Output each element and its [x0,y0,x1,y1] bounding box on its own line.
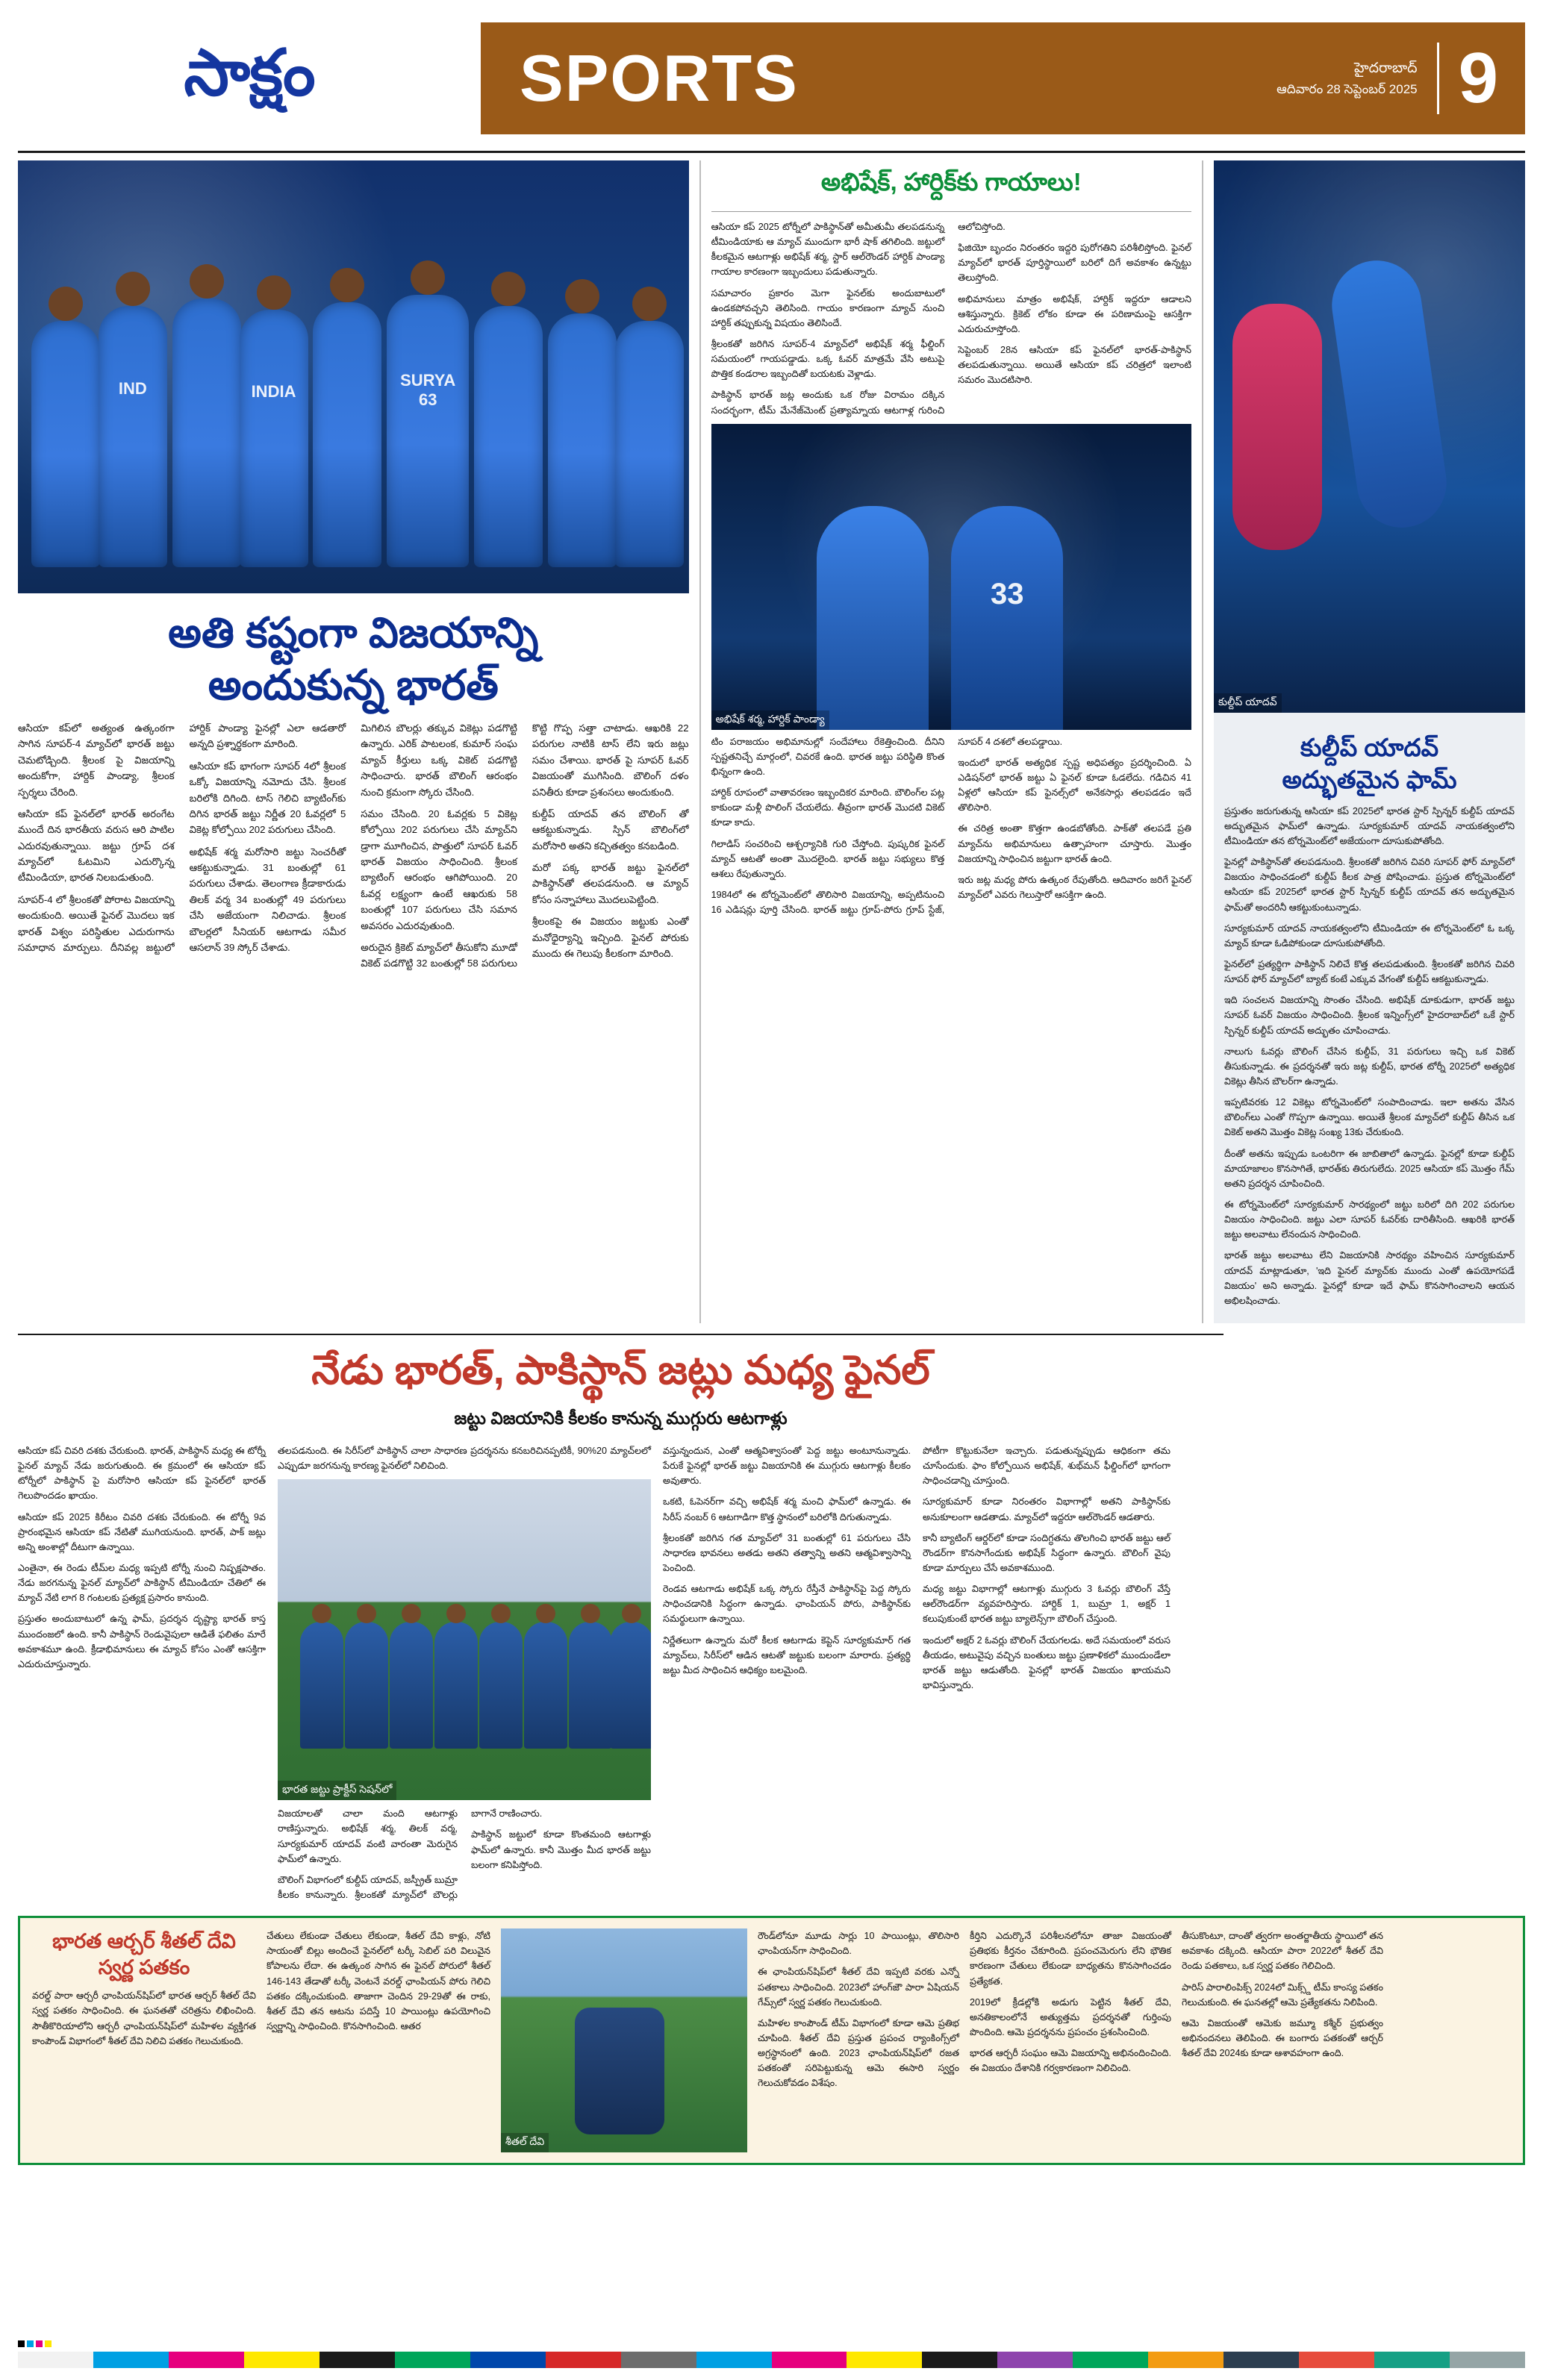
injury-paragraph: పాకిస్థాన్ భారత్ జట్ల అందుకు ఒక రోజు విరామం దక్కిన సందర్భంగా, టీమ్ మేనేజ్‌మెంట్ ప్రత్యామ్నాయ ఆటగాళ్ల గురించి ఆలోచిస్తోంది. [711,222,1006,416]
lead-paragraph: సమం చేసింది. 20 ఓవర్లకు 5 వికెట్ల కోల్పోయి 202 పరుగులు చేసి మ్యాచ్‌ని డ్రాగా మూగించిన, పొత్తులో సూపర్ ఓవర్ భారత్ విజయం సాధించింది. శ్రీలంక బ్యాటింగ్ ఆరంభం ఆగిపోయింది. 20 ఓవర్ల లక్ష్యంగా ఉంటే ఆఖరుకు 58 బంతుల్లో 107 పరుగులు చేసి సమాన అవసరం ఎదురవుతుంది. [361,808,517,931]
injury-paragraph: ఫిజియో బృందం నిరంతరం ఇద్దరి పురోగతిని పరిశీలిస్తోంది. ఫైనల్ మ్యాచ్‌లో భారత్ పూర్తిస్థాయిలో బరిలో దిగే అవకాశం ఉన్నట్టు తెలుస్తోంది. [958,243,1191,284]
lead-body [18,720,689,972]
lead-headline [18,607,689,711]
final-paragraph: శ్రీలంకతో జరిగిన గత మ్యాచ్‌లో 31 బంతుల్లో 61 పరుగులు చేసి సాధారణ భావనలు అతడు అతని తత్వాన్ని అతని ఆత్మవిశ్వాసాన్ని పెంచింది. [663,1532,911,1573]
final-column-1 [18,1443,266,1902]
final-paragraph: వస్తున్నందున, ఎంతో ఆత్మవిశ్వాసంతో పెద్ద జట్టు అంటూనున్నాడు. పేరుకే ఫైనల్లో భారత్ జట్టు విజయానికి ఈ ముగ్గురు ఆటగాళ్లు కీలకం అవుతారు. [663,1446,911,1487]
kuldeep-paragraph: ఇది సంచలన విజయాన్ని సొంతం చేసింది. అభిషేక్ దూకుడుగా, భారత్ జట్టు సూపర్ ఓవర్ విజయం సాధించింది. శ్రీలంక ఇన్నింగ్స్‌లో హైదరాబాద్‌లో ఒకే స్టార్ స్పిన్నర్ కుల్దీప్ యాదవ్ అద్భుతం చూపించాడు. [1224,995,1515,1036]
mid-paragraph: ఇరు జట్ల మధ్య పోరు ఉత్కంఠ రేపుతోంది. ఆదివారం జరిగే ఫైనల్ మ్యాచ్‌లో ఎవరు గెలుస్తారో ఆసక్తిగా ఉంది. [958,874,1191,900]
color-swatch [1299,2352,1374,2368]
kuldeep-story [1214,160,1525,1323]
masthead-divider [1437,43,1439,114]
final-column-2 [278,1443,651,1902]
lead-paragraph: శ్రీలంకపై ఈ విజయం జట్టుకు ఎంతో మనోధైర్యాన్ని ఇచ్చింది. ఫైనల్ పోరుకు ముందు ఈ గెలుపు కీలకంగా మారింది. [532,916,689,959]
lead-story [18,160,689,1323]
color-swatch [93,2352,169,2368]
team-celebration-photo: IND INDIA SURYA 63 [18,160,689,593]
color-swatch [395,2352,470,2368]
kuldeep-paragraph: ప్రస్తుతం జరుగుతున్న ఆసియా కప్ 2025లో భారత స్టార్ స్పిన్నర్ కుల్దీప్ యాదవ్ అద్భుతమైన ఫామ్‌లో ఉన్నాడు. సూర్యకుమార్ యాదవ్ నాయకత్వంలోని టీమిండియా తన టోర్నమెంట్‌లో అజేయంగా దూసుకుపోతోంది. [1224,805,1515,847]
archery-paragraph: ఈ ఛాంపియన్‌షిప్‌లో శీతల్ దేవి ఇప్పటి వరకు ఎన్నో పతకాలు సాధించింది. 2023లో హాంగ్‌జౌ పారా ఏషియన్ గేమ్స్‌లో స్వర్ణ పతకం గెలుచుకుంది. [758,1967,959,2008]
mid-paragraph: హార్దిక్ రూపంలో వాతావరణం ఇబ్బందికర మారింది. బౌలింగ్‌ల పట్ల కాకుండా మళ్లీ పొలింగ్ చేయలేదు. తీవ్రంగా భారత్ మొదటి వికెట్ కూడా కాదు. [711,787,945,828]
archery-paragraph: వరల్డ్ పారా ఆర్చరీ ఛాంపియన్‌షిప్‌లో భారత ఆర్చర్ శీతల్ దేవి స్వర్ణ పతకం సాధించింది. ఈ ఘనతతో చరిత్రను లిఖించింది. సౌతీకొరియాలోని ఆర్చరీ ఛాంపియన్‌షిప్‌లో మహిళల వ్యక్తిగత కాంపౌండ్ విభాగంలో శీతల్ దేవి నిలిచి పతకం గెలుచుకుంది. [32,1990,256,2046]
color-swatch [997,2352,1073,2368]
kuldeep-body [1224,804,1515,1314]
mid-paragraph: ఈ చరిత్ర అంతా కొత్తగా ఉండబోతోంది. పాక్‌తో తలపడే ప్రతి మ్యాచ్‌ను అభిమానులు ఉత్సాహంగా చూస్తారు. మొత్తం విజయాన్ని సాధించిన జట్టుగా భారత్ ఉంది. [958,823,1191,864]
final-column-4 [923,1443,1171,1902]
section-title: SPORTS [520,41,799,115]
archery-story [18,1916,1525,2165]
kuldeep-paragraph: ఫైనల్లో పాకిస్థాన్‌తో తలపడనుంది. శ్రీలంకతో జరిగిన చివరి సూపర్ ఫోర్ మ్యాచ్‌లో విజయం సాధించడంలో కుల్దీప్ కీలక పాత్ర పోషించాడు. ప్రస్తుత టోర్నమెంట్‌లో ఆసియా కప్ 2025లో భారత స్టార్ స్పిన్నర్ కుల్దీప్ యాదవ్ తన అద్భుతమైన ఫామ్‌తో అందరినీ ఆకట్టుకుంటున్నాడు. [1224,857,1515,913]
mid-paragraph: గిలాడిస్ సంచరించి ఆశ్చర్యానికి గురి చేస్తోంది. పుష్కరిక ఫైనల్ మ్యాచ్ ఆటతో అంతా మొదలైంది. భారత్ జట్టు సభ్యులు కొత్త ఆశలు రేపుతున్నారు. [711,838,945,879]
final-paragraph: ప్రస్తుతం అందుబాటులో ఉన్న ఫామ్, ప్రదర్శన దృష్ట్యా భారత్ కాస్త ముందంజలో ఉంది. కానీ పాకిస్థాన్ రెండువైపులా ఆడితే ఫలితం మారే అవకాశమూ ఉంది. క్రీడాభిమానులు ఈ మ్యాచ్ కోసం ఎంతో ఆసక్తిగా ఎదురుచూస్తున్నారు. [18,1614,266,1670]
publication-name: సాక్షం [184,37,315,109]
archery-headline-line1: భారత ఆర్చర్ శీతల్ దేవి [52,1930,236,1953]
color-swatch [546,2352,621,2368]
final-column-3 [663,1443,911,1902]
injury-headline: అభిషేక్, హార్దిక్‌కు గాయాలు! [820,168,1082,196]
kuldeep-headline-line1: కుల్దీప్ యాదవ్ [1300,734,1439,761]
injury-rule [711,211,1191,212]
injury-paragraph: సమాచారం ప్రకారం మెగా ఫైనల్‌కు అందుబాటులో ఉండకపోవచ్చని తెలిసింది. గాయం కారణంగా మ్యాచ్ నుంచి హార్దిక్ తప్పుకున్న విషయం తెలిసిందే. [711,287,945,328]
kuldeep-paragraph: దీంతో అతను ఇప్పుడు ఒంటరిగా ఈ జాబితాలో ఉన్నాడు. ఫైనల్లో కూడా కుల్దీప్ మాయాజాలం కొనసాగితే, భారత్‌కు తిరుగులేదు. 2025 ఆసియా కప్ మొత్తం గేమ్ అతని ప్రదర్శన చూపించింది. [1224,1148,1515,1189]
archery-column-1 [32,1928,256,2152]
final-paragraph: ఒకటి, ఓపెనర్‌గా వచ్చి అభిషేక్ శర్మ మంచి ఫామ్‌లో ఉన్నాడు. ఈ సిరీస్ నంబర్ 6 ఆటగాడిగా కొత్త స్థానంలో బరిలోకి దిగుతున్నాడు. [663,1496,911,1522]
kuldeep-panel [1214,713,1525,1323]
final-subhead: జట్టు విజయానికి కీలకం కానున్న ముగ్గురు ఆటగాళ్లు [454,1408,788,1428]
archery-column-3 [758,1928,959,2152]
archery-paragraph: భారత ఆర్చరీ సంఘం ఆమె విజయాన్ని అభినందించింది. ఈ విజయం దేశానికి గర్వకారణంగా నిలిచింది. [970,2048,1171,2074]
edition-date: ఆదివారం 28 సెప్టెంబర్ 2025 [1277,81,1418,96]
batters-photo: 33 అభిషేక్ శర్మ, హార్దిక్ పాండ్యా [711,424,1191,730]
final-paragraph: ఇందులో అక్షర్ 2 ఓవర్లు బౌలింగ్ చేయగలడు. అదే సమయంలో వరుస తీయడం, అటువైపు వచ్చిన బంతులు జట్టు ప్రణాళికలో ముందుండేలా భారత్ జట్టు ఆడుతోంది. ఫైనల్లో భారత్ విజయం ఖాయమని భావిస్తున్నారు. [923,1634,1171,1690]
lead-paragraph: ఆసియా కప్ భాగంగా సూపర్‌ 4లో శ్రీలంక ఒక్కో విజయాన్ని నమోదు చేసి. శ్రీలంక బరిలోకి దిగింది. టాస్ గెలిచి బ్యాటింగ్‌కు దిగిన భారత్ జట్టు నిర్ణీత 20 ఓవర్లలో 5 వికెట్ల కోల్పోయి 202 పరుగులు చేసింది. [189,760,346,836]
kuldeep-headline-line2: అద్భుతమైన ఫామ్ [1282,765,1457,793]
injury-story [699,160,1203,1323]
archery-paragraph: రౌండ్‌లోనూ మూడు సార్లు 10 పాయింట్లు, తొలిసారి ఛాంపియన్‌గా సాధించింది. [758,1931,959,1957]
color-swatch [621,2352,696,2368]
color-swatch [772,2352,847,2368]
final-paragraph: బౌలింగ్ విభాగంలో కుల్దీప్ యాదవ్, జస్ప్రీత్ బుమ్రా కీలకం కానున్నారు. శ్రీలంకతో మ్యాచ్‌లో బౌలర్లు బాగానే రాణించారు. [278,1808,543,1900]
final-feature [18,1334,1224,1902]
registration-marks [18,2340,52,2347]
injury-paragraph: ఆసియా కప్ 2025 టోర్నీలో పాకిస్థాన్‌తో అమీతుమీ తలపడనున్న టీమిండియాకు ఆ మ్యాచ్ ముందుగా భారీ షాక్ తగిలింది. జట్టులో కీలకమైన ఆటగాళ్లు అభిషేక్ శర్మ, స్టార్ ఆల్‌రౌండర్ హార్దిక్ పాండ్యా గాయాల కారణంగా ఇబ్బందులు పడుతున్నారు. [711,222,945,278]
archery-paragraph: 2019లో క్రీడల్లోకి అడుగు పెట్టిన శీతల్ దేవి, అనతికాలంలోనే అత్యుత్తమ ప్రదర్శనతో గుర్తింపు పొందింది. ఆమె ప్రదర్శనను ప్రపంచం ప్రశంసించింది. [970,1996,1171,2037]
color-swatch [696,2352,772,2368]
archery-paragraph: తీసుకొంటూ, దాంతో త్వరగా అంతర్జాతీయ స్థాయిలో తన అవకాశం దక్కింది. ఆసియా పారా 2022లో శీతల్ దేవి రెండు పతకాలు, ఒక స్వర్ణ పతకం గెలిచింది. [1182,1931,1383,1972]
final-paragraph: పాకిస్థాన్ జట్టులో కూడా కొంతమంది ఆటగాళ్లు ఫామ్‌లో ఉన్నారు. కానీ మొత్తం మీద భారత్ జట్టు బలంగా కనిపిస్తోంది. [471,1829,651,1870]
kuldeep-paragraph: ఈ టోర్నమెంట్‌లో సూర్యకుమార్ సారథ్యంలో జట్టు బరిలో దిగి 202 పరుగుల విజయం సాధించింది. జట్టు ఎలా సూపర్ ఓవర్‌కు దారితీసింది. ఆఖరికి భారత్ జట్టు అలవాటు లేనందున సాధించింది. [1224,1199,1515,1240]
practice-photo [278,1479,651,1800]
kuldeep-paragraph: భారత్ జట్టు అలవాటు లేని విజయానికి సారథ్యం వహించిన సూర్యకుమార్ యాదవ్ మాట్లాడుతూ, 'ఇది ఫైనల్ మ్యాచ్‌కు ముందు ఎంతో ఉపయోగపడే విజయం' అని అన్నాడు. ఫైనల్లో కూడా ఇదే ఫామ్ కొనసాగించాలని ఆయన అభిలషించాడు. [1224,1250,1515,1306]
archery-column-2 [266,1928,490,2152]
color-swatch [1148,2352,1224,2368]
archery-photo-wrap [501,1928,747,2152]
kuldeep-paragraph: నాలుగు ఓవర్లు బౌలింగ్ చేసిన కుల్దీప్, 31 పరుగులు ఇచ్చి ఒక వికెట్ తీసుకున్నాడు. ఈ ప్రదర్శనతో ఇరు జట్ల కుల్దీప్, భారత టోర్నీ 2025లో అత్యధిక వికెట్లు తీసిన బౌలర్‌గా ఉన్నాడు. [1224,1046,1515,1087]
final-headline: నేడు భారత్, పాకిస్థాన్ జట్లు మధ్య ఫైనల్ [311,1348,930,1393]
color-swatch [169,2352,244,2368]
color-swatch [1224,2352,1299,2368]
edition-city: హైదరాబాద్ [1353,60,1418,76]
archery-headline [32,1928,256,1981]
archery-column-5 [1182,1928,1383,2152]
color-swatch [847,2352,922,2368]
kuldeep-headline [1224,732,1515,796]
edition-meta [1277,58,1436,99]
lead-paragraph: సూపర్‌-4 లో శ్రీలంకతో పోరాట విజయాన్ని అందుకుంది. అయితే ఫైనల్ మొదలు ఇక భారత్ విశ్వం పరిస్థితుల ఎదురుగాను సమాధాన మార్పులు. దీనివల్ల జట్టులో హార్దిక్ పాండ్యా ఫైనల్లో ఎలా ఆడతారో అన్నది ప్రశ్నార్థకంగా మారింది. [18,722,346,953]
color-swatch [470,2352,546,2368]
mid-column-body [711,734,1191,918]
archery-paragraph: కీర్తిని ఎదుర్కొనే పరిశీలనలోనూ తాజా విజయంతో ప్రతిభకు కీర్తనం చేకూరింది. ప్రపంచమెరుగు లేని భౌతిక కారణంగా చేతులు లేకుండా బాధ్యతను కొనసాగించడం ప్రత్యేకత. [970,1931,1171,1987]
kuldeep-photo [1214,160,1525,713]
lead-paragraph: మిగిలిన బౌలర్లు తక్కువ వికెట్లు పడగొట్టి ఉన్నారు. ఎరిక్ పాటలంక, కుమార్ సంఘ మ్యాచ్ కీర్తులు ఒక్క వికెట్ పడగొట్టి సాధించారు. భారత్ బౌలింగ్ ఆరంభం నుంచి క్రమంగా స్కోరు చేసింది. [361,722,517,798]
kuldeep-paragraph: ఫైనల్‌లో ప్రత్యర్థిగా పాకిస్థాన్ నిలిచే కొత్త తలపడుతుంది. శ్రీలంకతో జరిగిన చివరి సూపర్ ఫోర్ మ్యాచ్‌లో బ్యాట్ కంటే ఎక్కువ వేగంతో కుల్దీప్ ఆకట్టుకున్నాడు. [1224,959,1515,985]
lead-paragraph: కుల్దీప్ యాదవ్ తన బౌలింగ్ తో ఆకట్టుకున్నాడు. స్పిన్ బౌలింగ్‌లో మరోసారి అతని కచ్చితత్వం కనబడింది. [532,808,689,852]
archery-paragraph: మహిళల కాంపౌండ్ టీమ్ విభాగంలో కూడా ఆమె ప్రతిభ చూపింది. శీతల్ దేవి ప్రస్తుత ప్రపంచ ర్యాంకింగ్స్‌లో అగ్రస్థానంలో ఉంది. 2023 ఛాంపియన్‌షిప్‌లో రజత పతకంతో సరిపెట్టుకున్న ఆమె ఈసారి స్వర్ణం గెలుచుకోవడం విశేషం. [758,2017,959,2089]
lead-headline-line1: అతి కష్టంగా విజయాన్ని [168,609,539,656]
archery-paragraph: పారిస్ పారాలింపిక్స్ 2024లో మిక్స్డ్ టీమ్ కాంస్య పతకం గెలుచుకుంది. ఈ ఘనతల్లో ఆమె ప్రత్యేకతను నిలిపింది. [1182,1981,1383,2008]
injury-paragraph: అభిమానులు మాత్రం అభిషేక్, హార్దిక్ ఇద్దరూ ఆడాలని ఆశిస్తున్నారు. క్రికెట్ లోకం కూడా ఈ పరిణామంపై ఆసక్తిగా ఎదురుచూస్తోంది. [958,293,1191,334]
color-swatch [244,2352,319,2368]
lead-paragraph: అభిషేక్ శర్మ మరోసారి జట్టు సెంచరీతో ఆకట్టుకున్నాడు. 31 బంతుల్లో 61 పరుగులు చేశాడు. తెలంగాణ క్రీడాకారుడు తిలక్ వర్మ 34 బంతుల్లో 49 పరుగులు చేసి అజేయంగా నిలిచాడు. శ్రీలంక బౌలర్లలో సీనియర్ ఆటగాడు సమీర ఆసలాన్ 39 స్కోర్ చేశాడు. [189,846,346,953]
archery-photo [501,1928,747,2152]
color-swatch [319,2352,395,2368]
final-paragraph: ఎంతైనా, ఈ రెండు టీమ్‌ల మధ్య ఇప్పటి టోర్నీ నుంచి నిష్పక్షపాతం. నేడు జరగనున్న ఫైనల్ మ్యాచ్‌లో పాకిస్థాన్ టీమిండియా చేతిలో ఈ మ్యాచ్ నేటి లాగ 8 గంటలకు ప్రత్యక్ష ప్రసారం కానుంది. [18,1562,266,1604]
color-swatch [922,2352,997,2368]
final-paragraph: ఆసియా కప్ 2025 కిరీటం చివరి దశకు చేరుకుంది. ఈ టోర్నీ 9వ ప్రారంభమైన ఆసియా కప్ నేటితో ముగియనుంది. భారత్, పాక్ జట్లు అన్ని అంశాల్లో దీటుగా ఉన్నాయి. [18,1511,266,1552]
injury-paragraph: సెప్టెంబర్ 28న ఆసియా కప్ ఫైనల్‌లో భారత్‌-పాకిస్థాన్ తలపడుతున్నాయి. అయితే ఆసియా కప్ చరిత్రలో ఇలాంటి సమరం మొదటిసారి. [958,344,1191,386]
archery-paragraph: ఆమె విజయంతో ఆమెకు జమ్మూ కశ్మీర్ ప్రభుత్వం అభినందనలు తెలిపింది. ఈ బంగారు పతకంతో ఆర్చర్ శీతల్ దేవి 2024కు కూడా ఆశావహంగా ఉంది. [1182,2017,1383,2059]
kuldeep-photo-caption: కుల్దీప్ యాదవ్ [1214,693,1282,713]
color-swatch [18,2352,93,2368]
masthead [18,16,1525,143]
batters-photo-caption: అభిషేక్ శర్మ, హార్దిక్ పాండ్యా [711,710,829,730]
final-paragraph: రెండవ ఆటగాడు అభిషేక్ ఒక్క స్కోరు రేస్తీనే పాకిస్థాన్‌పై పెద్ద స్కోరు సాధించడానికి సిద్ధంగా ఉన్నాడు. ఛాంపియన్ పోరు, పాకిస్థాన్‌కు సమర్థులుగా ఉన్నాయి. [663,1584,911,1625]
final-paragraph: పోటీగా కొట్టుకునేలా ఇచ్చారు. పడుతున్నప్పుడు ఆధికంగా తమ చూసేందుకు. ఫాం కోల్పోయిన అభిషేక్, శుభ్‌మన్ ఫీల్డింగ్‌లో భాగంగా సాధించడాన్ని చూస్తుంది. [923,1446,1171,1487]
practice-photo-caption: భారత జట్టు ప్రాక్టీస్ సెషన్‌లో [278,1781,396,1800]
lead-paragraph: అరుదైన క్రికెట్ మ్యాచ్‌లో తీసుకోని మూడో వికెట్ పడగొట్టి 32 బంతుల్లో 58 పరుగులు కొట్టి గొప్ప సత్తా చాటాడు. ఆఖరికి 22 పరుగుల నాటికి టాస్ లేని ఇరు జట్లు సమం చేశాయి. భారత్ పై సూపర్ ఓవర్ విజయంతో ముగిసింది. బౌలింగ్ దళం పనితీరు కూడా ప్రశంసలు అందుకుంది. [361,722,689,969]
final-columns [18,1443,1224,1902]
color-swatch [1374,2352,1450,2368]
color-swatch [1073,2352,1148,2368]
mid-paragraph: టిం పరాజయం అభిమానుల్లో సందేహాలు రేకెత్తించింది. దీనిని స్పష్టతనిచ్చే మార్గంలో, చివరకే ఉంది. భారత జట్టు పరిస్థితి కొంత భిన్నంగా ఉంది. [711,736,945,777]
top-section [18,160,1525,1323]
final-paragraph: నిర్ణేతలుగా ఉన్నారు మరో కీలక ఆటగాడు కెప్టెన్ సూర్యకుమార్ గత మ్యాచ్‌లు, సిరీస్‌లో ఆడిన ఆటతో జట్టుకు బలంగా మారారు. ప్రత్యర్థి జట్టు మీద సాధించిన ఆధిక్యం బలమైంది. [663,1634,911,1675]
final-paragraph: ఆసియా కప్ చివరి దశకు చేరుకుంది. భారత్, పాకిస్థాన్ మధ్య ఈ టోర్నీ ఫైనల్ మ్యాచ్ నేడు జరుగుతుంది. ఈ క్రమంలో ఈ ఆసియా కప్ టోర్నీలో పాకిస్థాన్ పై మరోసారి ఆసియా కప్ ఫైనల్‌లో భారత్ గెలుపొందడం ఖాయం. [18,1446,266,1502]
final-feature-rule [18,1334,1224,1335]
print-color-bar [18,2352,1525,2368]
archery-column-4 [970,1928,1171,2152]
final-paragraph: సూర్యకుమార్ కూడా నిరంతరం విభాగాల్లో అతని పాకిస్థాన్‌కు అనుకూలంగా ఆడతాడు. మ్యాచ్‌లో ఇద్దరూ ఆల్‌రౌండర్ ఆడతారు. [923,1496,1171,1522]
lead-paragraph: ఆసియా కప్‌లో అత్యంత ఉత్కంఠగా సాగిన సూపర్‌-4 మ్యాచ్‌లో భారత్ జట్టు చెమటోడ్చింది. శ్రీలంక పై విజయాన్ని అందుకోగా, హార్దిక్ పాండ్యా, శ్రీలంక స్పర్శలు చేరింది. [18,722,175,798]
injury-body [711,219,1191,418]
lead-paragraph: ఆసియా కప్ ఫైనల్‌లో భారత్ అరంగేట ముందే దిన భారతీయ వరుస ఆరి పాటిల ఎదురవుతున్నాయి. జట్టు గ్రూప్ దశ మ్యాచ్‌లో ఓటమిని ఎదుర్కొన్న టీమిండియా, భారత నిలబడుతుంది. [18,808,175,884]
lead-paragraph: మరో పక్క భారత్ జట్టు ఫైనల్‌లో పాకిస్థాన్‌తో తలపడనుంది. ఆ మ్యాచ్ కోసం సన్నాహాలు మొదలుపెట్టింది. [532,862,689,905]
final-paragraph: తలపడనుంది. ఈ సిరీస్‌లో పాకిస్థాన్ చాలా సాధారణ ప్రదర్శనను కనబరిచినప్పటికీ, 90%20 మ్యాచ్‌లలో ఎప్పుడూ జరగనున్న కారణ్య ఫైనల్‌లో నిలిచింది. [278,1446,651,1472]
archery-photo-caption: శీతల్ దేవి [501,2133,549,2152]
section-band [481,22,1525,134]
lead-headline-line2: అందుకున్న భారత్ [208,661,499,708]
mid-paragraph: ఇందులో భారత్ అత్యధిక స్పష్ట అధిపత్యం ప్రదర్శించింది. ఏ ఎడిషన్‌లో భారత్ జట్టు ఏ ఫైనల్ కూడా ఓడలేదు. గడిచిన 41 ఏళ్లలో ఆసియా కప్ ఫైనల్స్‌లో అనేకసార్లు తలపడడం ఇదే తొలిసారి. [958,757,1191,813]
final-paragraph: కానీ బ్యాటింగ్ ఆర్డర్‌లో కూడా సందిగ్ధతను తొలగించి భారత్ జట్టు ఆల్ రౌండర్‌గా కొనసాగేందుకు అభిషేక్ సిద్ధంగా ఉన్నారు. బౌలింగ్ వైపు కూడా మార్పులు చేసే అవకాశముంది. [923,1532,1171,1573]
final-paragraph: విజయాలతో చాలా మంది ఆటగాళ్లు రాణిస్తున్నారు. అభిషేక్ శర్మ, తిలక్ వర్మ, సూర్యకుమార్ యాదవ్ వంటి వారంతా మెరుగైన ఫామ్‌లో ఉన్నారు. [278,1808,458,1864]
page-number: 9 [1458,38,1498,118]
archery-paragraph: చేతులు లేకుండా చేతులు లేకుండా, శీతల్ దేవి కాళ్లు, నోటి సాయంతో బిల్లు అందించే ఫైనల్‌లో టర్కీ సెబిల్ పరి విలువైన కోపాలను లేదా. ఈ ఉత్కంఠ సాగిన ఈ ఫైనల్ పోరులో శీతల్ 146-143 తేడాతో టర్కీ వెంటనే వరల్డ్ ఛాంపియన్ పోరు గెలిచి పతకం దక్కించుకుంది. తాజాగా చెందిన 29-29తో ఈ రాకు, శీతల్ దేవి తన ఆటను పదిస్తే 10 పాయింట్లు ఉపయోగించి స్వర్ణాన్ని సాధించింది. కొనసాగించింది. ఆతర [266,1931,490,2031]
archery-headline-line2: స్వర్ణ పతకం [98,1956,190,1979]
masthead-rule [18,151,1525,153]
injury-paragraph: శ్రీలంకతో జరిగిన సూపర్‌-4 మ్యాచ్‌లో అభిషేక్ శర్మ ఫీల్డింగ్ సమయంలో గాయపడ్డాడు. ఒక్క ఓవర్ మాత్రమే వేసి అటుపై పొత్తిక కండరాల ఇబ్బందితో బయటకు వెళ్లాడు. [711,338,945,380]
final-paragraph: మధ్య జట్టు విభాగాల్లో ఆటగాళ్లు ముగ్గురు 3 ఓవర్లు బౌలింగ్ వేస్తే ఆల్‌రౌండర్‌గా వ్యవహరిస్తారు. హార్దిక్ 1, బుమ్రా 1, అక్షర్ 1 కలుపుకుంటే భారత జట్టు బ్యాలెన్స్‌గా బౌలింగ్ చేస్తుంది. [923,1584,1171,1625]
color-swatch [1450,2352,1525,2368]
mid-paragraph: 1984లో ఈ టోర్నమెంట్‌లో తొలిసారి విజయాన్ని, అప్పటినుంచి 16 ఎడిషన్లు పూర్తి చేసింది. భారత్ జట్టు గ్రూప్-పోరు గ్రూప్ స్టేజ్, సూపర్ 4 దశలో తలపడ్డాయి. [711,736,1063,916]
kuldeep-paragraph: ఇప్పటివరకు 12 వికెట్లు టోర్నమెంట్‌లో సంపాదించాడు. ఇలా అతను వేసిన బౌలింగ్‌లు ఎంతో గొప్పగా ఉన్నాయి. అయితే శ్రీలంక మ్యాచ్‌లో కుల్దీప్ తీసిన ఒక వికెట్ అతని మొత్తం వికెట్ల సంఖ్య 13కు చేరుకుంది. [1224,1097,1515,1138]
publication-logo [18,16,481,143]
kuldeep-paragraph: సూర్యకుమార్ యాదవ్ నాయకత్వంలోని టీమిండియా ఈ టోర్నమెంట్‌లో ఓ ఒక్క మ్యాచ్ కూడా ఓడిపోకుండా దూసుకుపోతోంది. [1224,922,1515,949]
